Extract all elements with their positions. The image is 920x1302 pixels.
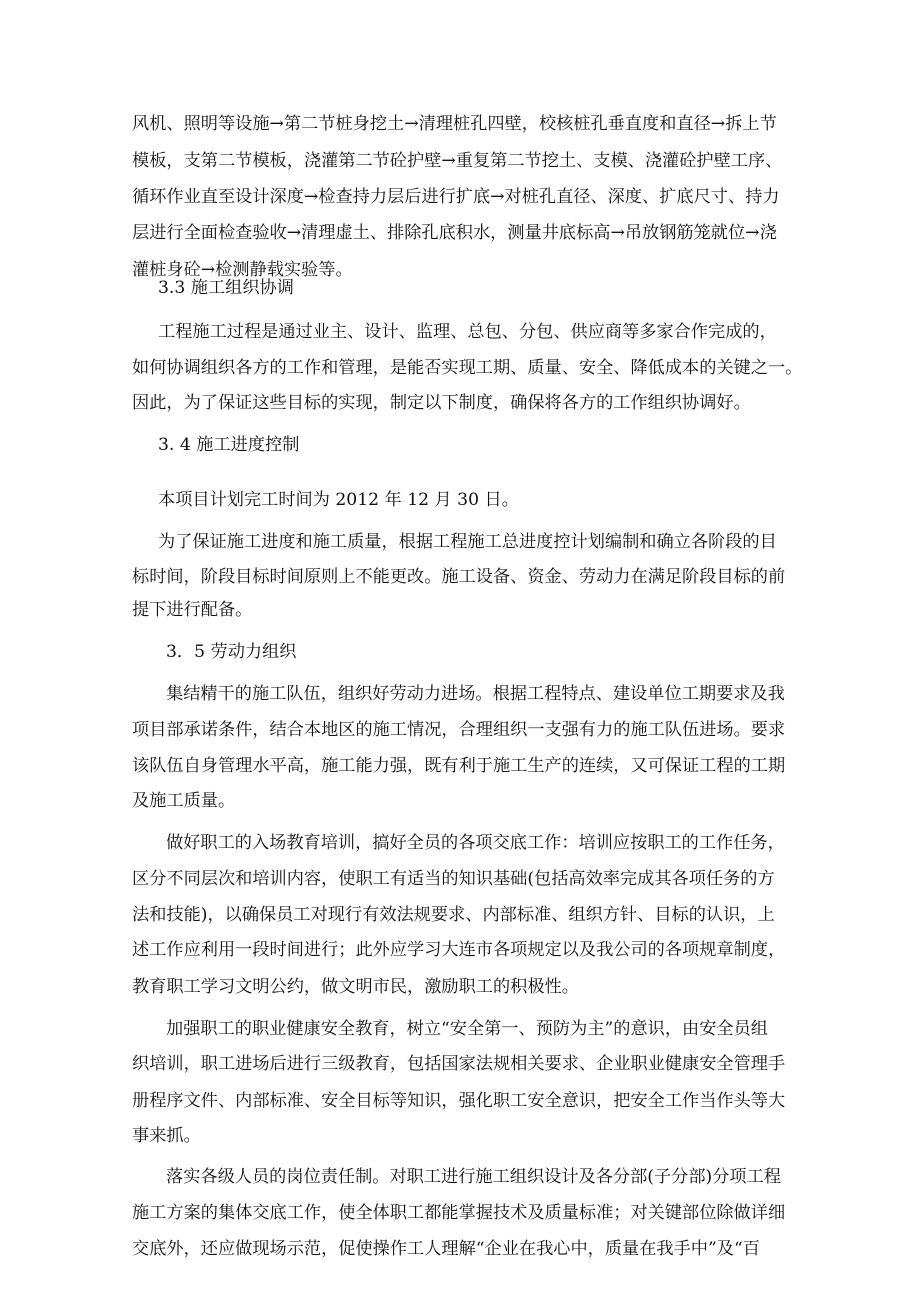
section-heading-3-3: 3.3 施工组织协调 <box>158 278 294 298</box>
text-line: 事来抓。 <box>132 1126 201 1146</box>
text-line: 提下进行配备。 <box>132 600 253 620</box>
text-line: 循环作业直至设计深度→检查持力层后进行扩底→对桩孔直径、深度、扩底尺寸、持力 <box>132 187 780 207</box>
text-line: 施工方案的集体交底工作，使全体职工都能掌握技术及质量标准；对关键部位除做详细 <box>132 1203 786 1223</box>
text-line: 为了保证施工进度和施工质量，根据工程施工总进度控计划编制和确立各阶段的目 <box>158 532 777 552</box>
text-line: 织培训，职工进场后进行三级教育，包括国家法规相关要求、企业职业健康安全管理手 <box>132 1054 786 1074</box>
text-line: 落实各级人员的岗位责任制。对职工进行施工组织设计及各分部(子分部)分项工程 <box>166 1167 781 1187</box>
text-line: 标时间，阶段目标时间原则上不能更改。施工设备、资金、劳动力在满足阶段目标的前 <box>132 567 786 587</box>
text-line: 区分不同层次和培训内容，使职工有适当的知识基础(包括高效率完成其各项任务的方 <box>132 869 775 889</box>
text-line: 层进行全面检查验收→清理虚土、排除孔底积水，测量井底标高→吊放钢筋笼就位→浇 <box>132 223 777 243</box>
text-line: 册程序文件、内部标准、安全目标等知识，强化职工安全意识，把安全工作当作头等大 <box>132 1091 786 1111</box>
section-heading-3-5: 3．5 劳动力组织 <box>166 642 297 662</box>
text-line: 如何协调组织各方的工作和管理，是能否实现工期、质量、安全、降低成本的关键之一。 <box>132 358 803 378</box>
text-line: 述工作应利用一段时间进行；此外应学习大连市各项规定以及我公司的各项规章制度， <box>132 940 786 960</box>
text-line: 做好职工的入场教育培训，搞好全员的各项交底工作：培训应按职工的工作任务， <box>166 833 785 853</box>
text-line: 灌桩身砼→检测静载实验等。 <box>132 260 353 280</box>
text-line: 因此，为了保证这些目标的实现，制定以下制度，确保将各方的工作组织协调好。 <box>132 393 751 413</box>
text-line: 及施工质量。 <box>132 791 236 811</box>
text-line: 该队伍自身管理水平高，施工能力强，既有利于施工生产的连续，又可保证工程的工期 <box>132 756 786 776</box>
text-line: 法和技能)，以确保员工对现行有效法规要求、内部标准、组织方针、目标的认识，上 <box>132 905 775 925</box>
text-line: 交底外，还应做现场示范，促使操作工人理解“企业在我心中，质量在我手中”及“百 <box>132 1239 760 1259</box>
text-line: 风机、照明等设施→第二节桩身挖土→清理桩孔四壁，校核桩孔垂直度和直径→拆上节 <box>132 114 777 134</box>
section-heading-3-4: 3. 4 施工进度控制 <box>158 435 300 455</box>
paragraph-3-4-completion-date: 本项目计划完工时间为 2012 年 12 月 30 日。 <box>158 490 519 510</box>
text-line: 项目部承诺条件，结合本地区的施工情况，合理组织一支强有力的施工队伍进场。要求 <box>132 720 786 740</box>
text-line: 工程施工过程是通过业主、设计、监理、总包、分包、供应商等多家合作完成的， <box>158 322 777 342</box>
text-line: 教育职工学习文明公约，做文明市民，激励职工的积极性。 <box>132 977 579 997</box>
text-line: 模板，支第二节模板，浇灌第二节砼护壁→重复第二节挖土、支模、浇灌砼护壁工序、 <box>132 151 783 171</box>
text-line: 集结精干的施工队伍，组织好劳动力进场。根据工程特点、建设单位工期要求及我 <box>166 684 785 704</box>
text-line: 加强职工的职业健康安全教育，树立“安全第一、预防为主”的意识，由安全员组 <box>166 1019 768 1039</box>
